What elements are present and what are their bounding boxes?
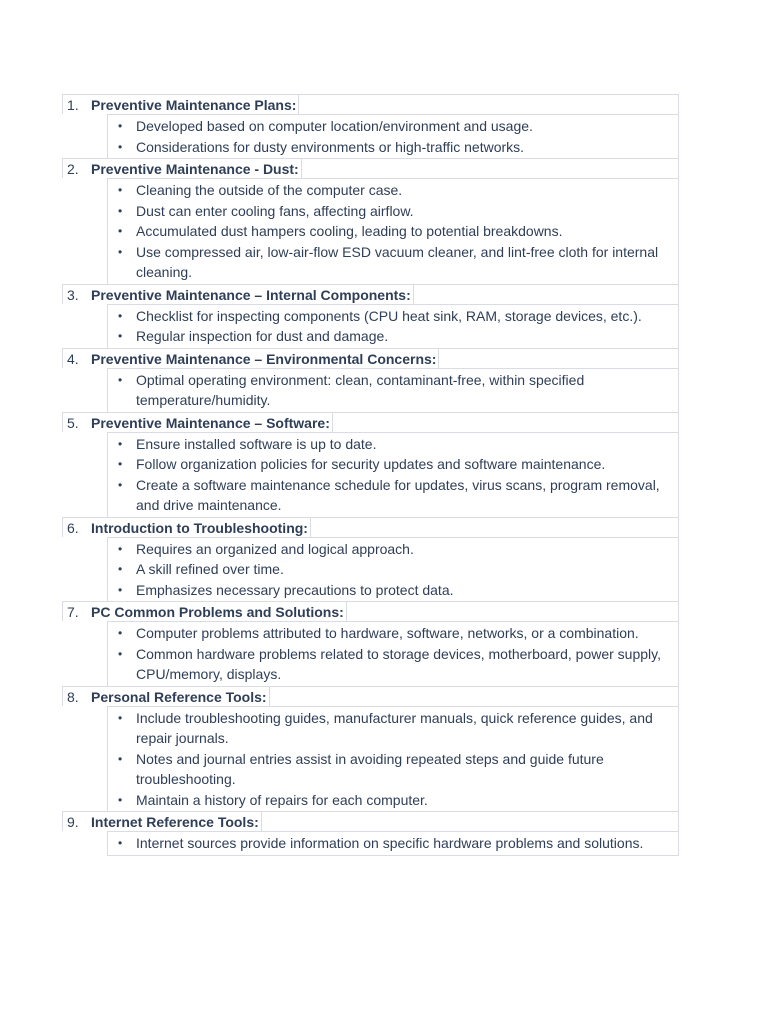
list-item: [108, 137, 678, 158]
bullet-icon: •: [118, 541, 123, 556]
list-item: [108, 370, 678, 411]
bullet-icon: •: [118, 457, 123, 471]
bullet-icon: •: [118, 792, 123, 807]
bullet-list: [107, 831, 679, 856]
section-heading: [62, 811, 679, 831]
list-item-text: Emphasizes necessary precautions to protect data.: [136, 581, 454, 598]
bullet-list: [107, 621, 679, 686]
bullet-list: [107, 537, 679, 602]
section-number: 2.: [67, 161, 79, 177]
bullet-icon: •: [118, 477, 123, 492]
bullet-list: [107, 178, 679, 284]
bullet-icon: •: [118, 436, 123, 451]
list-item-text: Cleaning the outside of the computer case.: [136, 182, 403, 198]
section-heading: [62, 517, 679, 537]
list-item-text: Regular inspection for dust and damage.: [136, 328, 389, 344]
list-item-text: Common hardware problems related to storage devices, motherboard, power supply, CPU/memory, displays.: [136, 645, 661, 682]
outline-section: [62, 412, 679, 517]
bullet-list: [107, 304, 679, 348]
list-item-text: Notes and journal entries assist in avoiding repeated steps and guide future troubleshooting.: [136, 750, 604, 787]
bullet-icon: •: [118, 582, 123, 597]
outline-section: [62, 348, 679, 412]
list-item-text: Checklist for inspecting components (CPU heat sink, RAM, storage devices, etc.).: [136, 307, 642, 324]
list-item-text: Considerations for dusty environments or high-traffic networks.: [136, 138, 525, 155]
outline-section: [62, 686, 679, 812]
list-item: [108, 708, 678, 749]
list-item: [108, 580, 678, 601]
list-item-text: Follow organization policies for security updates and software maintenance.: [136, 456, 606, 472]
list-item: [108, 539, 678, 560]
list-item: [108, 180, 678, 201]
bullet-icon: •: [118, 646, 123, 661]
list-item: [108, 306, 678, 327]
section-number: 4.: [67, 350, 79, 367]
list-item: [108, 221, 678, 242]
list-item: [108, 749, 678, 790]
outline-section: [62, 517, 679, 602]
list-item-text: A skill refined over time.: [136, 561, 284, 577]
list-item: [108, 475, 678, 516]
list-item: [108, 326, 678, 347]
section-title: Personal Reference Tools:: [91, 687, 270, 707]
list-item: [108, 201, 678, 222]
list-item-text: Create a software maintenance schedule for updates, virus scans, program removal, and drive maintenance.: [136, 476, 660, 513]
section-heading: [62, 412, 679, 432]
list-item: [108, 833, 678, 854]
bullet-list: [107, 368, 679, 412]
bullet-icon: •: [118, 203, 123, 218]
section-title: Preventive Maintenance – Environmental Concerns:: [91, 349, 439, 369]
list-item-text: Computer problems attributed to hardware, software, networks, or a combination.: [136, 625, 639, 641]
section-heading: [62, 284, 679, 304]
list-item-text: Requires an organized and logical approach.: [136, 540, 414, 557]
bullet-icon: •: [118, 626, 123, 640]
list-item: [108, 623, 678, 644]
bullet-icon: •: [118, 139, 123, 154]
section-title: Preventive Maintenance - Dust:: [91, 159, 302, 179]
section-number: 3.: [67, 286, 79, 303]
list-item-text: Internet sources provide information on specific hardware problems and solutions.: [136, 835, 644, 851]
section-number: 8.: [67, 688, 79, 705]
maintenance-outline: [62, 94, 679, 856]
bullet-icon: •: [118, 308, 123, 323]
section-heading: [62, 348, 679, 368]
list-item: [108, 454, 678, 475]
bullet-list: [107, 114, 679, 158]
outline-section: [62, 94, 679, 158]
bullet-list: [107, 706, 679, 812]
list-item-text: Dust can enter cooling fans, affecting airflow.: [136, 202, 414, 219]
outline-section: [62, 811, 679, 856]
section-heading: [62, 601, 679, 621]
bullet-list: [107, 432, 679, 517]
section-heading: [62, 686, 679, 706]
bullet-icon: •: [118, 329, 123, 343]
bullet-icon: •: [118, 119, 123, 133]
section-heading: [62, 94, 679, 114]
outline-section: [62, 601, 679, 686]
bullet-icon: •: [118, 710, 123, 725]
section-title: PC Common Problems and Solutions:: [91, 602, 347, 622]
section-title: Preventive Maintenance – Software:: [91, 413, 333, 433]
section-number: 1.: [67, 97, 79, 113]
bullet-icon: •: [118, 836, 123, 850]
section-title: Internet Reference Tools:: [91, 812, 262, 832]
list-item-text: Optimal operating environment: clean, contaminant-free, within specified temperature/humidity.: [136, 371, 585, 408]
list-item: [108, 790, 678, 811]
list-item: [108, 559, 678, 580]
list-item-text: Maintain a history of repairs for each computer.: [136, 791, 428, 808]
list-item: [108, 644, 678, 685]
outline-section: [62, 158, 679, 284]
bullet-icon: •: [118, 372, 123, 387]
list-item-text: Accumulated dust hampers cooling, leading to potential breakdowns.: [136, 223, 563, 239]
list-item: [108, 434, 678, 455]
list-item-text: Use compressed air, low-air-flow ESD vacuum cleaner, and lint-free cloth for internal cleaning.: [136, 243, 659, 280]
section-number: 7.: [67, 604, 79, 620]
section-number: 9.: [67, 814, 79, 830]
list-item-text: Ensure installed software is up to date.: [136, 435, 377, 452]
section-number: 5.: [67, 414, 79, 431]
bullet-icon: •: [118, 183, 123, 197]
bullet-icon: •: [118, 224, 123, 238]
list-item: [108, 242, 678, 283]
outline-section: [62, 284, 679, 348]
list-item: [108, 116, 678, 137]
section-heading: [62, 158, 679, 178]
bullet-icon: •: [118, 562, 123, 576]
section-title: Preventive Maintenance Plans:: [91, 95, 299, 115]
list-item-text: Developed based on computer location/environment and usage.: [136, 118, 533, 134]
list-item-text: Include troubleshooting guides, manufacturer manuals, quick reference guides, and repair journals.: [136, 709, 653, 746]
section-number: 6.: [67, 519, 79, 536]
section-title: Preventive Maintenance – Internal Components:: [91, 285, 414, 305]
section-title: Introduction to Troubleshooting:: [91, 518, 311, 538]
bullet-icon: •: [118, 751, 123, 766]
bullet-icon: •: [118, 244, 123, 259]
